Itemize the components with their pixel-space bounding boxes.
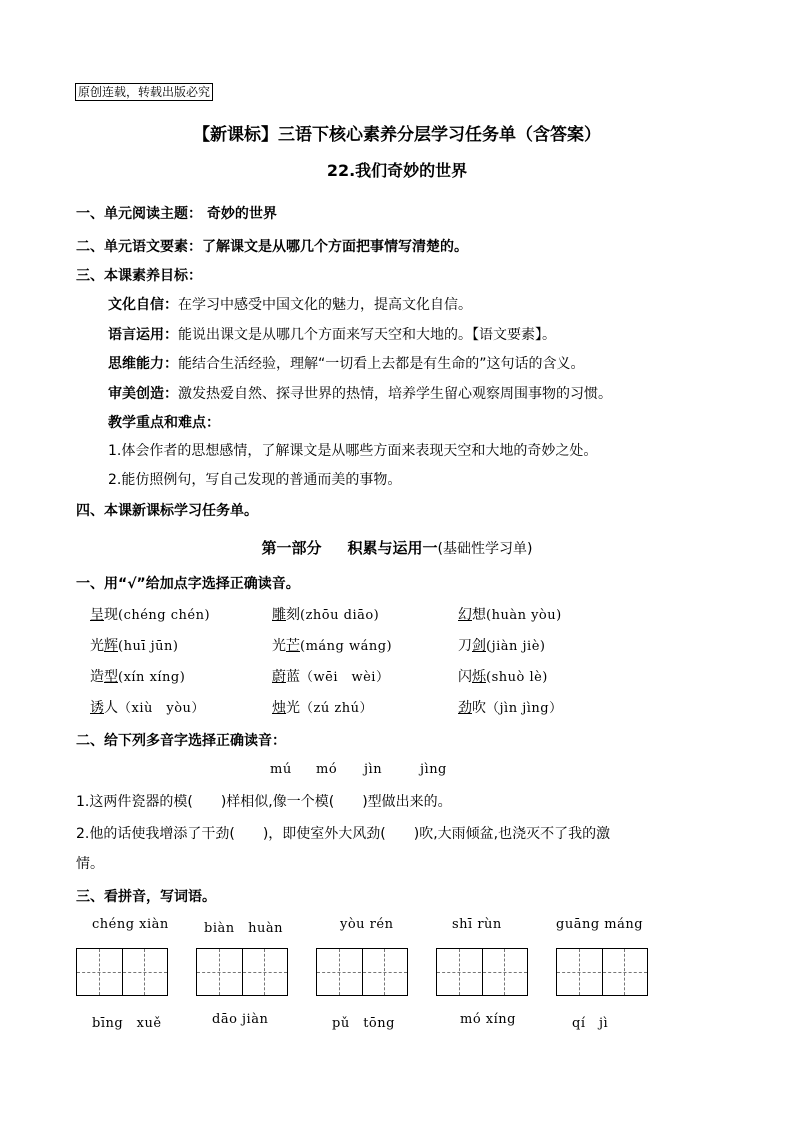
pinyin-prompt: chéng xiàn xyxy=(92,917,169,932)
copyright-notice: 原创连载，转载出版必究 xyxy=(75,83,213,101)
lesson-title: 22.我们奇妙的世界 xyxy=(326,161,468,180)
dotted-char: 呈 xyxy=(90,607,104,623)
dotted-char: 剑 xyxy=(472,638,486,654)
section-reading-theme xyxy=(76,203,277,223)
section-goals-heading: 三、本课素养目标： xyxy=(76,268,202,284)
key-points-label: 教学重点和难点： xyxy=(108,415,220,431)
goal-item xyxy=(108,294,472,314)
key-point: 2.能仿照例句，写自己发现的普通而美的事物。 xyxy=(108,472,402,488)
writing-grid[interactable] xyxy=(436,948,528,996)
question-one-label: 一、用“√”给加点字选择正确读音。 xyxy=(76,576,300,592)
question-two-sentence-continued: 情。 xyxy=(76,856,104,872)
goal-item xyxy=(108,353,585,373)
section-task-list: 四、本课新课标学习任务单。 xyxy=(76,503,258,519)
pinyin-options: (xín xíng) xyxy=(118,670,186,685)
pinyin-options: (chéng chén) xyxy=(118,608,211,623)
question-three-label: 三、看拼音，写词语。 xyxy=(76,889,216,905)
goal-item xyxy=(108,383,612,403)
reading-item: 刀剑(jiàn jiè) xyxy=(458,638,546,654)
section-language-element: 二、单元语文要素：了解课文是从哪几个方面把事情写清楚的。 xyxy=(76,239,468,255)
reading-item: 光辉(huī jūn) xyxy=(90,638,179,654)
reading-item: 光芒(máng wáng) xyxy=(272,638,393,654)
dotted-char: 烁 xyxy=(472,669,486,685)
pinyin-option: jìng xyxy=(420,762,447,777)
writing-grid[interactable] xyxy=(76,948,168,996)
dotted-char: 型 xyxy=(104,669,118,685)
pinyin-prompt: yòu rén xyxy=(340,917,394,932)
reading-item: 闪烁(shuò lè) xyxy=(458,669,548,685)
pinyin-options: （jìn jìng） xyxy=(486,701,563,716)
pinyin-options: (shuò lè) xyxy=(486,670,548,685)
pinyin-options: (jiàn jiè) xyxy=(486,639,546,654)
writing-grid[interactable] xyxy=(316,948,408,996)
dotted-char: 诱 xyxy=(90,700,104,716)
writing-grid[interactable] xyxy=(556,948,648,996)
dotted-char: 辉 xyxy=(104,638,118,654)
dotted-char: 蔚 xyxy=(272,669,286,685)
pinyin-options: （wēi wèi） xyxy=(300,670,390,685)
document-title: 【新课标】三语下核心素养分层学习任务单（含答案） xyxy=(193,125,601,145)
part-note: (基础性学习单) xyxy=(437,541,533,557)
goal-label: 思维能力： xyxy=(108,356,178,372)
pinyin-options: (zhōu diāo) xyxy=(300,608,380,623)
question-two-label: 二、给下列多音字选择正确读音： xyxy=(76,733,286,749)
pinyin-prompt: qí jì xyxy=(572,1016,609,1031)
reading-item: 诱人（xiù yòu） xyxy=(90,700,205,716)
pinyin-option: mó xyxy=(316,762,338,777)
reading-item: 烛光（zú zhú） xyxy=(272,700,373,716)
reading-item: 幻想(huàn yòu) xyxy=(458,607,562,623)
part-one-heading xyxy=(0,537,794,558)
pinyin-options: (huī jūn) xyxy=(118,639,179,654)
goal-label: 语言运用： xyxy=(108,327,178,343)
pinyin-prompt: guāng máng xyxy=(556,917,644,932)
pinyin-prompt: shī rùn xyxy=(452,917,502,932)
reading-item: 造型(xín xíng) xyxy=(90,669,186,685)
pinyin-prompt: biàn huàn xyxy=(204,921,283,936)
reading-item: 呈现(chéng chén) xyxy=(90,607,211,623)
goal-item xyxy=(108,324,556,344)
question-two-sentence: 2.他的话使我增添了干劲( )，即使室外大风劲( )吹,大雨倾盆,也浇灭不了我的激 xyxy=(76,826,611,842)
pinyin-prompt: dāo jiàn xyxy=(212,1012,269,1027)
dotted-char: 烛 xyxy=(272,700,286,716)
dotted-char: 芒 xyxy=(286,638,300,654)
question-two-sentence: 1.这两件瓷器的模( )样相似,像一个模( )型做出来的。 xyxy=(76,794,452,810)
pinyin-options: (máng wáng) xyxy=(300,639,393,654)
pinyin-prompt: pǔ tōng xyxy=(332,1016,395,1031)
reading-item: 雕刻(zhōu diāo) xyxy=(272,607,380,623)
goal-text: 能说出课文是从哪几个方面来写天空和大地的。【语文要素】。 xyxy=(178,327,556,343)
pinyin-prompt: mó xíng xyxy=(460,1012,516,1027)
dotted-char: 劲 xyxy=(458,700,472,716)
goal-text: 在学习中感受中国文化的魅力，提高文化自信。 xyxy=(178,297,472,313)
writing-grid[interactable] xyxy=(196,948,288,996)
goal-label: 文化自信： xyxy=(108,297,178,313)
pinyin-option: jìn xyxy=(364,762,383,777)
pinyin-prompt: bīng xuě xyxy=(92,1016,162,1031)
section-value: 奇妙的世界 xyxy=(206,206,277,222)
goal-text: 能结合生活经验，理解“一切看上去都是有生命的”这句话的含义。 xyxy=(178,356,585,372)
reading-item: 蔚蓝（wēi wèi） xyxy=(272,669,390,685)
part-title: 第一部分 xyxy=(261,539,322,557)
section-label: 一、单元阅读主题： xyxy=(76,206,202,222)
reading-item: 劲吹（jìn jìng） xyxy=(458,700,563,716)
pinyin-options: （zú zhú） xyxy=(300,701,373,716)
pinyin-options: (huàn yòu) xyxy=(486,608,562,623)
pinyin-option: mú xyxy=(270,762,292,777)
goal-label: 审美创造： xyxy=(108,386,178,402)
part-subtitle: 积累与运用一 xyxy=(347,539,438,557)
goal-text: 激发热爱自然、探寻世界的热情，培养学生留心观察周围事物的习惯。 xyxy=(178,386,612,402)
key-point: 1.体会作者的思想感情，了解课文是从哪些方面来表现天空和大地的奇妙之处。 xyxy=(108,443,598,459)
dotted-char: 幻 xyxy=(458,607,472,623)
dotted-char: 雕 xyxy=(272,607,286,623)
pinyin-options: （xiù yòu） xyxy=(118,701,205,716)
